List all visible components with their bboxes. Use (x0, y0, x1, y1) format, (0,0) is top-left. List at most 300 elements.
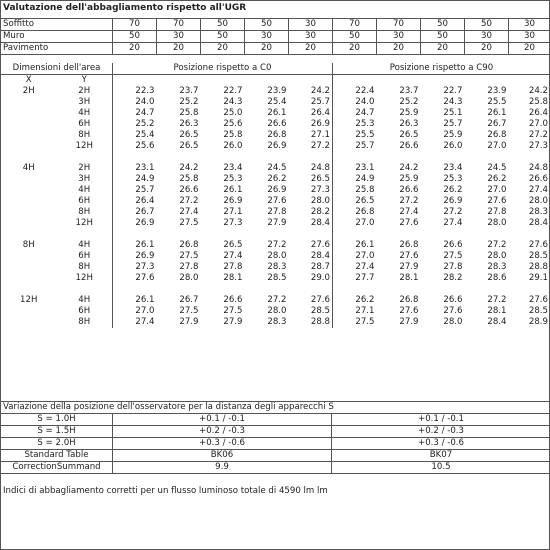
ugr-c0-value: 23.4 (223, 163, 243, 173)
ugr-c0-value: 25.6 (223, 119, 243, 129)
variation-label: S = 2.0H (1, 438, 113, 450)
ugr-c0-value: 26.4 (135, 196, 155, 206)
reflectance-value: 30 (289, 19, 333, 31)
ugr-c90-value: 27.6 (509, 295, 550, 306)
variation-c90-value: +0.3 / -0.6 (332, 438, 550, 450)
ugr-c90-value: 24.2 (399, 163, 419, 173)
ugr-c90-value: 26.2 (443, 185, 463, 195)
ugr-c90-value: 27.6 (509, 240, 550, 251)
ugr-c90-value: 28.4 (487, 317, 507, 327)
ugr-row (1, 295, 550, 306)
ugr-c90-value: 28.0 (487, 251, 507, 261)
ugr-c0-value: 28.0 (289, 196, 333, 207)
ugr-c0-value: 27.6 (289, 240, 333, 251)
ugr-c0-value: 26.2 (267, 174, 287, 184)
ugr-c90-value: 28.1 (487, 306, 507, 316)
ugr-c0-value: 26.8 (179, 240, 199, 250)
ugr-c0-value: 26.6 (267, 119, 287, 129)
ugr-c90-value: 26.6 (443, 240, 463, 250)
ugr-c90-value: 26.5 (355, 196, 375, 206)
ugr-c0-value: 26.9 (135, 218, 155, 228)
ugr-c0-value: 24.7 (135, 108, 155, 118)
ugr-c0-value: 22.7 (223, 86, 243, 96)
ugr-c90-value: 25.7 (355, 141, 375, 151)
ugr-c0-value: 26.5 (179, 141, 199, 151)
ugr-c90-value: 27.7 (355, 273, 375, 283)
area-y-value: 4H (57, 108, 113, 119)
ugr-c0-value: 27.1 (223, 207, 243, 217)
ugr-row (1, 218, 550, 229)
ugr-row (1, 196, 550, 207)
reflectance-row (1, 31, 550, 43)
ugr-c0-value: 29.0 (289, 273, 333, 284)
reflectance-value: 30 (157, 31, 201, 43)
area-y-value: 8H (57, 317, 113, 328)
reflectance-value: 20 (113, 43, 157, 55)
area-x-value (1, 207, 57, 218)
standard-table-row (1, 450, 550, 462)
area-x-value (1, 273, 57, 284)
ugr-row (1, 141, 550, 152)
ugr-c90-value: 27.2 (487, 295, 507, 305)
reflectance-value: 70 (113, 19, 157, 31)
ugr-c0-value: 22.3 (135, 86, 155, 96)
ugr-c90-value: 26.0 (443, 141, 463, 151)
ugr-c90-value: 27.8 (443, 262, 463, 272)
area-x-value (1, 317, 57, 328)
area-x-value (1, 130, 57, 141)
ugr-c0-value: 26.5 (289, 174, 333, 185)
ugr-row (1, 97, 550, 108)
ugr-c0-value: 27.2 (267, 295, 287, 305)
ugr-c90-value: 27.2 (487, 240, 507, 250)
ugr-c0-value: 26.6 (179, 185, 199, 195)
ugr-c0-value: 27.4 (223, 251, 243, 261)
correction-summand-c0: 9.9 (113, 462, 332, 474)
ugr-c0-value: 27.3 (289, 185, 333, 196)
ugr-c0-value: 27.5 (223, 306, 243, 316)
ugr-c0-value: 26.9 (289, 119, 333, 130)
ugr-c90-value: 26.2 (355, 295, 375, 305)
area-y-value: 4H (57, 240, 113, 251)
reflectance-value: 50 (201, 19, 245, 31)
reflectance-value: 20 (465, 43, 509, 55)
ugr-c90-value: 27.0 (487, 141, 507, 151)
ugr-c90-value: 26.1 (487, 108, 507, 118)
ugr-c0-value: 26.9 (267, 141, 287, 151)
ugr-c0-value: 24.3 (223, 97, 243, 107)
ugr-c0-value: 27.8 (223, 262, 243, 272)
ugr-c0-value: 27.0 (135, 306, 155, 316)
reflectance-value: 70 (333, 19, 377, 31)
ugr-c90-value: 27.4 (399, 207, 419, 217)
ugr-c90-value: 27.8 (487, 207, 507, 217)
ugr-row (1, 185, 550, 196)
ugr-c90-value: 26.8 (399, 295, 419, 305)
ugr-c0-value: 26.8 (267, 130, 287, 140)
reflectance-table (0, 18, 550, 55)
ugr-c90-value: 28.2 (443, 273, 463, 283)
group-spacer (1, 152, 550, 163)
variation-c90-value: +0.2 / -0.3 (332, 426, 550, 438)
area-y-value: 2H (57, 86, 113, 97)
position-c0-header: Posizione rispetto a C0 (113, 63, 333, 75)
ugr-c90-value: 28.0 (443, 317, 463, 327)
area-y-value: 3H (57, 174, 113, 185)
ugr-row (1, 317, 550, 328)
ugr-c0-value: 26.9 (267, 185, 287, 195)
ugr-c90-value: 27.4 (443, 218, 463, 228)
ugr-c90-value: 27.4 (509, 185, 550, 196)
ugr-table (0, 63, 550, 328)
ugr-c90-value: 27.6 (443, 306, 463, 316)
report-title: Valutazione dell'abbagliamento rispetto all'UGR (3, 3, 247, 13)
variation-label: S = 1.5H (1, 426, 113, 438)
ugr-c0-value: 26.1 (267, 108, 287, 118)
standard-table-label: Standard Table (1, 450, 113, 462)
correction-summand-label: CorrectionSummand (1, 462, 113, 474)
reflectance-value: 20 (509, 43, 550, 55)
ugr-c0-value: 25.0 (223, 108, 243, 118)
ugr-c90-value: 28.0 (509, 196, 550, 207)
ugr-c90-value: 27.9 (399, 262, 419, 272)
reflectance-value: 20 (333, 43, 377, 55)
ugr-c0-value: 26.5 (223, 240, 243, 250)
ugr-c90-value: 27.6 (399, 218, 419, 228)
area-y-value: 6H (57, 119, 113, 130)
ugr-c90-value: 27.0 (509, 119, 550, 130)
reflectance-value: 50 (201, 31, 245, 43)
ugr-c0-value: 27.4 (135, 317, 155, 327)
ugr-c90-value: 25.8 (509, 97, 550, 108)
ugr-c0-value: 26.7 (135, 207, 155, 217)
y-axis-label: Y (57, 75, 113, 87)
ugr-c0-value: 23.9 (267, 86, 287, 96)
ugr-c90-value: 24.7 (355, 108, 375, 118)
variation-table (0, 401, 550, 474)
area-y-value: 12H (57, 273, 113, 284)
area-x-value (1, 196, 57, 207)
ugr-row (1, 240, 550, 251)
area-x-value: 4H (1, 163, 57, 174)
variation-row (1, 438, 550, 450)
ugr-c0-value: 28.4 (289, 251, 333, 262)
area-y-value: 6H (57, 196, 113, 207)
ugr-c90-value: 25.3 (355, 119, 375, 129)
ugr-c90-value: 29.1 (509, 273, 550, 284)
ugr-c90-value: 26.7 (487, 119, 507, 129)
ugr-c90-value: 27.2 (509, 130, 550, 141)
area-y-value: 3H (57, 97, 113, 108)
area-x-value: 8H (1, 240, 57, 251)
ugr-c0-value: 26.4 (289, 108, 333, 119)
ugr-c0-value: 25.8 (179, 108, 199, 118)
ugr-c90-value: 24.5 (487, 163, 507, 173)
ugr-c0-value: 23.1 (135, 163, 155, 173)
ugr-c0-value: 24.5 (267, 163, 287, 173)
reflectance-value: 50 (465, 19, 509, 31)
ugr-c90-value: 26.9 (443, 196, 463, 206)
ugr-c0-value: 25.7 (135, 185, 155, 195)
reflectance-value: 20 (421, 43, 465, 55)
area-y-value: 12H (57, 141, 113, 152)
ugr-c0-value: 25.2 (179, 97, 199, 107)
area-y-value: 8H (57, 207, 113, 218)
ugr-c90-value: 26.8 (487, 130, 507, 140)
reflectance-value: 20 (245, 43, 289, 55)
reflectance-value: 20 (157, 43, 201, 55)
area-x-value: 2H (1, 86, 57, 97)
ugr-c0-value: 28.4 (289, 218, 333, 229)
ugr-c0-value: 27.6 (267, 196, 287, 206)
ugr-c0-value: 27.2 (179, 196, 199, 206)
area-y-value: 6H (57, 306, 113, 317)
ugr-c0-value: 26.6 (223, 295, 243, 305)
ugr-c0-value: 27.5 (179, 218, 199, 228)
ugr-c90-value: 26.4 (509, 108, 550, 119)
ugr-c90-value: 28.5 (509, 306, 550, 317)
ugr-c90-value: 25.3 (443, 174, 463, 184)
reflectance-value: 30 (245, 31, 289, 43)
ugr-c0-value: 27.9 (223, 317, 243, 327)
ugr-row (1, 86, 550, 97)
ugr-c0-value: 28.0 (179, 273, 199, 283)
ugr-c90-value: 25.7 (443, 119, 463, 129)
ugr-c0-value: 28.2 (289, 207, 333, 218)
ugr-c90-value: 26.8 (355, 207, 375, 217)
area-x-value (1, 218, 57, 229)
reflectance-value: 70 (157, 19, 201, 31)
ugr-c90-value: 25.9 (443, 130, 463, 140)
ugr-c90-value: 28.6 (487, 273, 507, 283)
ugr-c90-value: 23.4 (443, 163, 463, 173)
ugr-c90-value: 27.6 (399, 306, 419, 316)
ugr-c90-value: 26.6 (399, 185, 419, 195)
ugr-c0-value: 26.7 (179, 295, 199, 305)
ugr-c0-value: 25.3 (223, 174, 243, 184)
ugr-c0-value: 28.5 (289, 306, 333, 317)
ugr-c0-value: 28.5 (267, 273, 287, 283)
ugr-row (1, 119, 550, 130)
ugr-c90-value: 25.9 (399, 174, 419, 184)
ugr-c90-value: 28.1 (399, 273, 419, 283)
ugr-row (1, 174, 550, 185)
ugr-c90-value: 24.8 (509, 163, 550, 174)
position-c90-header: Posizione rispetto a C90 (333, 63, 550, 75)
ugr-c0-value: 26.3 (179, 119, 199, 129)
ugr-c90-value: 23.9 (487, 86, 507, 96)
reflectance-value: 20 (201, 43, 245, 55)
ugr-row (1, 262, 550, 273)
variation-c0-value: +0.1 / -0.1 (113, 414, 332, 426)
ugr-c0-value: 28.1 (223, 273, 243, 283)
ugr-c90-value: 26.8 (399, 240, 419, 250)
reflectance-value: 30 (289, 31, 333, 43)
ugr-c90-value: 26.3 (399, 119, 419, 129)
ugr-c90-value: 27.5 (443, 251, 463, 261)
ugr-c0-value: 28.0 (267, 251, 287, 261)
reflectance-value: 30 (465, 31, 509, 43)
area-x-value (1, 251, 57, 262)
ugr-c90-value: 27.5 (355, 317, 375, 327)
ugr-c0-value: 28.0 (267, 306, 287, 316)
ugr-c90-value: 26.2 (487, 174, 507, 184)
ugr-c0-value: 25.8 (179, 174, 199, 184)
reflectance-value: 30 (377, 31, 421, 43)
ugr-row (1, 130, 550, 141)
ugr-c90-value: 28.0 (487, 218, 507, 228)
reflectance-value: 20 (289, 43, 333, 55)
area-x-value (1, 174, 57, 185)
variation-label: S = 1.0H (1, 414, 113, 426)
ugr-c90-value: 26.6 (443, 295, 463, 305)
ugr-row (1, 306, 550, 317)
ugr-c0-value: 27.8 (267, 207, 287, 217)
area-dimensions-label: Dimensioni dell'area (1, 63, 113, 75)
ugr-row (1, 251, 550, 262)
variation-title: Variazione della posizione dell'osservatore per la distanza degli apparecchi S (1, 402, 550, 414)
ugr-row (1, 163, 550, 174)
area-x-value (1, 262, 57, 273)
ugr-c0-value: 26.1 (223, 185, 243, 195)
variation-row (1, 426, 550, 438)
ugr-c90-value: 27.9 (399, 317, 419, 327)
reflectance-value: 20 (377, 43, 421, 55)
ugr-c90-value: 27.6 (399, 251, 419, 261)
correction-summand-c90: 10.5 (332, 462, 550, 474)
ugr-c0-value: 25.4 (267, 97, 287, 107)
reflectance-label: Muro (1, 31, 113, 43)
reflectance-row (1, 43, 550, 55)
ugr-c90-value: 25.5 (355, 130, 375, 140)
ugr-c0-value: 26.0 (223, 141, 243, 151)
ugr-c0-value: 27.6 (135, 273, 155, 283)
area-x-value (1, 97, 57, 108)
reflectance-value: 50 (245, 19, 289, 31)
x-axis-label: X (1, 75, 57, 87)
reflectance-value: 50 (421, 31, 465, 43)
ugr-c90-value: 28.3 (487, 262, 507, 272)
area-y-value: 12H (57, 218, 113, 229)
footnote: Indici di abbagliamento corretti per un flusso luminoso totale di 4590 lm lm (3, 486, 328, 496)
reflectance-value: 50 (333, 31, 377, 43)
ugr-c90-value: 25.2 (399, 97, 419, 107)
ugr-c0-value: 25.4 (135, 130, 155, 140)
ugr-c0-value: 26.9 (135, 251, 155, 261)
area-y-value: 8H (57, 262, 113, 273)
ugr-c90-value: 27.0 (355, 218, 375, 228)
ugr-c0-value: 28.3 (267, 262, 287, 272)
area-x-value (1, 119, 57, 130)
reflectance-label: Pavimento (1, 43, 113, 55)
variation-c0-value: +0.3 / -0.6 (113, 438, 332, 450)
group-spacer (1, 229, 550, 240)
ugr-c90-value: 22.4 (355, 86, 375, 96)
ugr-row (1, 273, 550, 284)
ugr-c0-value: 28.3 (267, 317, 287, 327)
ugr-c90-value: 28.8 (509, 262, 550, 273)
ugr-c90-value: 26.5 (399, 130, 419, 140)
variation-row (1, 414, 550, 426)
ugr-c0-value: 27.4 (179, 207, 199, 217)
ugr-c0-value: 25.7 (289, 97, 333, 108)
ugr-c90-value: 27.0 (355, 251, 375, 261)
ugr-row (1, 207, 550, 218)
ugr-c90-value: 25.9 (399, 108, 419, 118)
area-x-value (1, 141, 57, 152)
ugr-c0-value: 24.2 (289, 86, 333, 97)
ugr-c90-value: 28.4 (509, 218, 550, 229)
ugr-c90-value: 23.1 (355, 163, 375, 173)
ugr-c90-value: 25.8 (355, 185, 375, 195)
reflectance-value: 50 (113, 31, 157, 43)
ugr-c0-value: 26.1 (135, 240, 155, 250)
area-y-value: 4H (57, 185, 113, 196)
ugr-c90-value: 28.3 (509, 207, 550, 218)
ugr-c90-value: 24.0 (355, 97, 375, 107)
ugr-c90-value: 25.1 (443, 108, 463, 118)
ugr-c0-value: 27.5 (179, 251, 199, 261)
ugr-c90-value: 27.2 (443, 207, 463, 217)
reflectance-value: 30 (509, 19, 550, 31)
ugr-c0-value: 25.6 (135, 141, 155, 151)
ugr-c0-value: 27.1 (289, 130, 333, 141)
ugr-c90-value: 24.9 (355, 174, 375, 184)
area-y-value: 6H (57, 251, 113, 262)
ugr-c90-value: 28.5 (509, 251, 550, 262)
area-x-value (1, 108, 57, 119)
ugr-c0-value: 27.2 (267, 240, 287, 250)
ugr-c0-value: 28.7 (289, 262, 333, 273)
ugr-row (1, 108, 550, 119)
group-spacer (1, 284, 550, 295)
area-y-value: 8H (57, 130, 113, 141)
variation-c0-value: +0.2 / -0.3 (113, 426, 332, 438)
ugr-c90-value: 27.6 (487, 196, 507, 206)
reflectance-value: 50 (421, 19, 465, 31)
reflectance-row (1, 19, 550, 31)
ugr-c0-value: 26.1 (135, 295, 155, 305)
ugr-c0-value: 24.0 (135, 97, 155, 107)
ugr-c0-value: 26.9 (223, 196, 243, 206)
ugr-c0-value: 27.6 (289, 295, 333, 306)
ugr-c0-value: 28.8 (289, 317, 333, 328)
ugr-c0-value: 25.8 (223, 130, 243, 140)
ugr-c90-value: 27.0 (487, 185, 507, 195)
ugr-c0-value: 27.9 (267, 218, 287, 228)
ugr-c90-value: 27.1 (355, 306, 375, 316)
area-y-value: 4H (57, 295, 113, 306)
area-y-value: 2H (57, 163, 113, 174)
variation-c90-value: +0.1 / -0.1 (332, 414, 550, 426)
ugr-c0-value: 24.9 (135, 174, 155, 184)
ugr-c0-value: 24.2 (179, 163, 199, 173)
ugr-c0-value: 26.5 (179, 130, 199, 140)
reflectance-value: 30 (509, 31, 550, 43)
ugr-c0-value: 23.7 (179, 86, 199, 96)
area-x-value (1, 185, 57, 196)
ugr-c90-value: 24.3 (443, 97, 463, 107)
ugr-c90-value: 27.3 (509, 141, 550, 152)
ugr-c0-value: 27.8 (179, 262, 199, 272)
standard-table-c0: BK06 (113, 450, 332, 462)
ugr-c90-value: 27.2 (399, 196, 419, 206)
standard-table-c90: BK07 (332, 450, 550, 462)
ugr-c0-value: 27.3 (223, 218, 243, 228)
ugr-c0-value: 27.5 (179, 306, 199, 316)
reflectance-label: Soffitto (1, 19, 113, 31)
ugr-c90-value: 26.1 (355, 240, 375, 250)
